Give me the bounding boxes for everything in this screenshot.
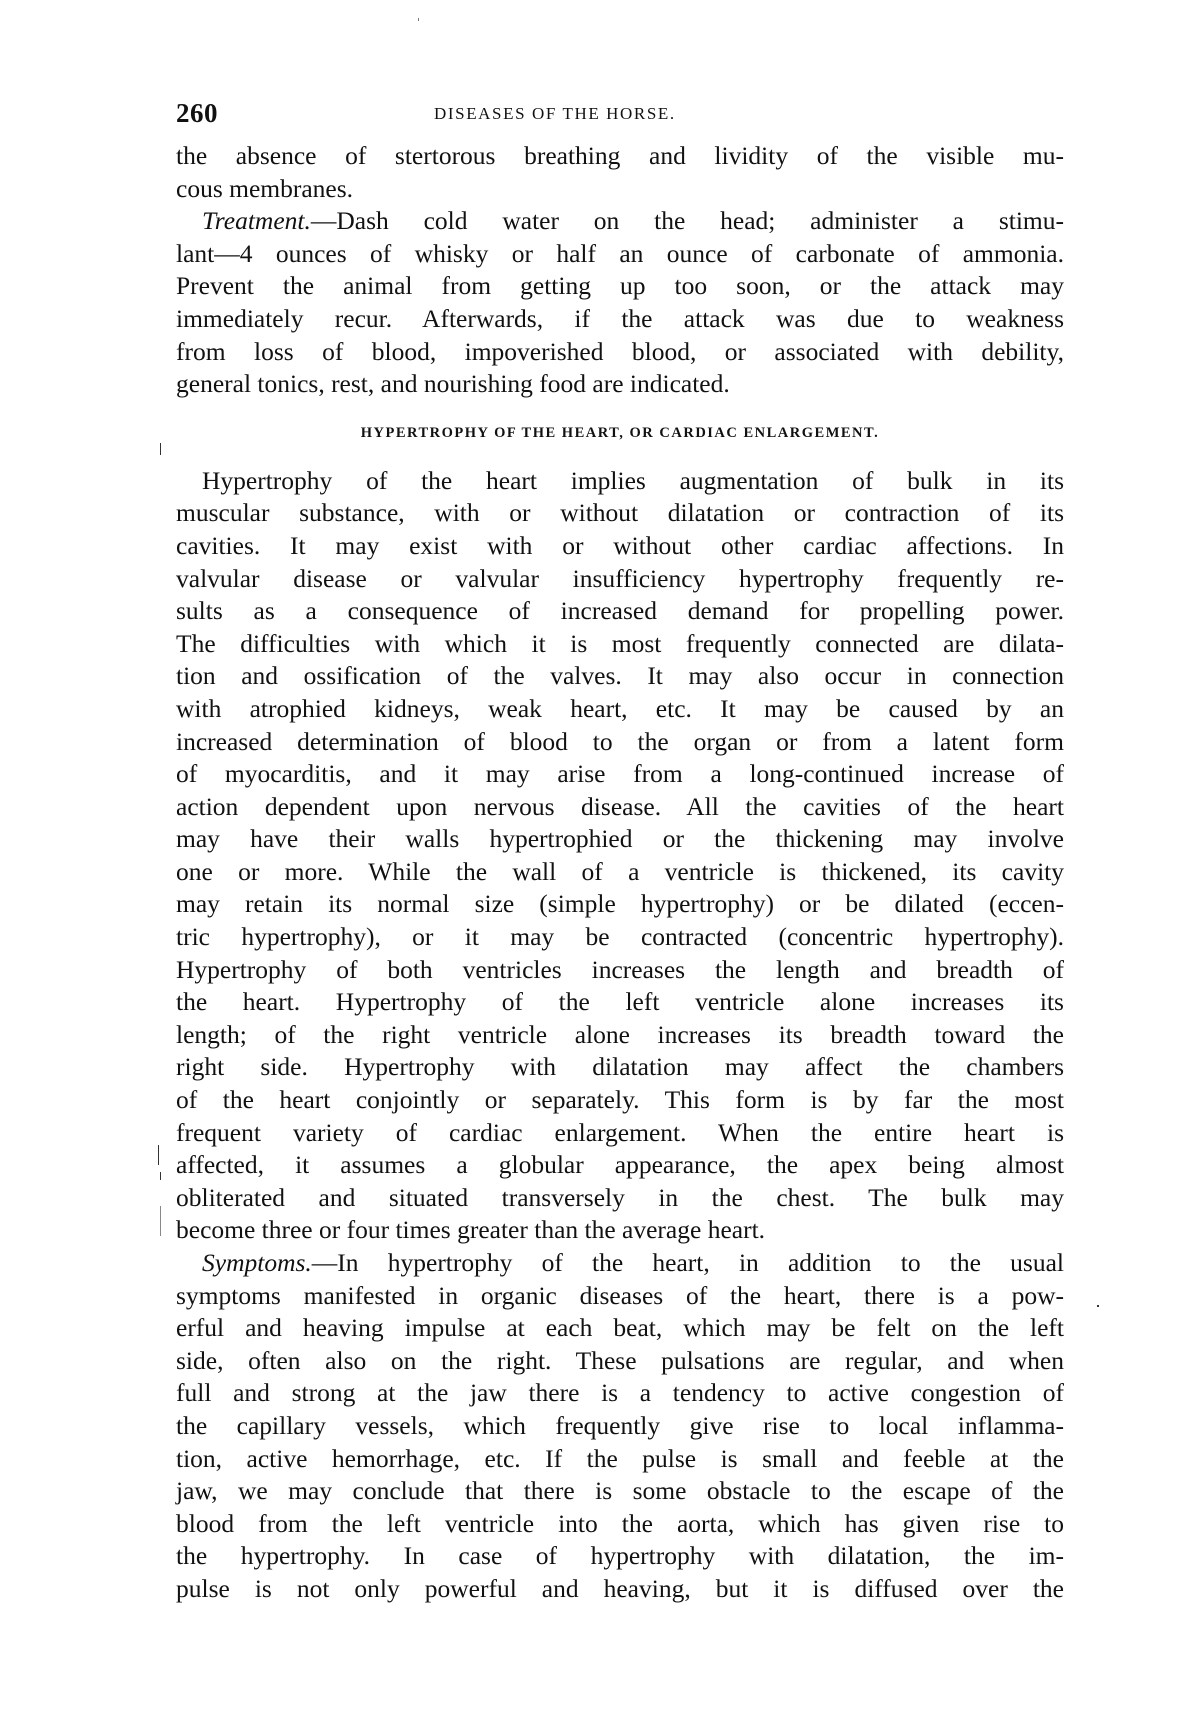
text-line: may retain its normal size (simple hypertrophy) or be dilated (eccen- xyxy=(176,889,1064,919)
text-line xyxy=(176,1247,1064,1280)
text-line: affected, it assumes a globular appearance, the apex being almost xyxy=(176,1150,1064,1180)
text-line: tion, active hemorrhage, etc. If the pulse is small and feeble at the xyxy=(176,1443,1064,1473)
text-line: from loss of blood, impoverished blood, or associated with debility, xyxy=(176,336,1064,366)
text-line: symptoms manifested in organic diseases of the heart, there is a pow- xyxy=(176,1280,1064,1310)
paragraph-treatment xyxy=(176,205,1064,401)
scan-speck xyxy=(1097,1305,1099,1307)
scan-speck xyxy=(160,443,161,455)
page-number: 260 xyxy=(176,98,218,128)
text-line: cavities. It may exist with or without other cardiac affections. In xyxy=(176,530,1064,560)
text-line: the heart. Hypertrophy of the left ventricle alone increases its xyxy=(176,987,1064,1017)
text-line: blood from the left ventricle into the aorta, which has given rise to xyxy=(176,1508,1064,1538)
section-heading: HYPERTROPHY OF THE HEART, OR CARDIAC ENLARGEMENT. xyxy=(360,424,880,441)
text-line: valvular disease or valvular insufficiency hypertrophy frequently re- xyxy=(176,563,1064,593)
text-line: Hypertrophy of both ventricles increases the length and breadth of xyxy=(176,954,1064,984)
scan-speck xyxy=(418,18,419,21)
text-line: Hypertrophy of the heart implies augmentation of bulk in its xyxy=(202,465,1064,495)
text-line: Prevent the animal from getting up too soon, or the attack may xyxy=(176,271,1064,301)
text-line: action dependent upon nervous disease. All the cavities of the heart xyxy=(176,791,1064,821)
text-line: increased determination of blood to the organ or from a latent form xyxy=(176,726,1064,756)
text-line: general tonics, rest, and nourishing food are indicated. xyxy=(176,369,730,399)
text-line: lant—4 ounces of whisky or half an ounce of carbonate of ammonia. xyxy=(176,238,1064,268)
text-line: pulse is not only powerful and heaving, but it is diffused over the xyxy=(176,1573,1064,1603)
text-line: of the heart conjointly or separately. This form is by far the most xyxy=(176,1085,1064,1115)
text-line: length; of the right ventricle alone increases its breadth toward the xyxy=(176,1019,1064,1049)
text-line: the hypertrophy. In case of hypertrophy with dilatation, the im- xyxy=(176,1541,1064,1571)
text-line: full and strong at the jaw there is a tendency to active congestion of xyxy=(176,1378,1064,1408)
text-line: tion and ossification of the valves. It may also occur in connection xyxy=(176,661,1064,691)
text-line: frequent variety of cardiac enlargement. When the entire heart is xyxy=(176,1117,1064,1147)
text-line: sults as a consequence of increased demand for propelling power. xyxy=(176,596,1064,626)
text-line xyxy=(176,205,1064,238)
text-fragment: —In hypertrophy of the heart, in addition to the usual xyxy=(311,1248,1064,1277)
text-line: side, often also on the right. These pulsations are regular, and when xyxy=(176,1345,1064,1375)
paragraph-continuation xyxy=(176,140,1064,205)
scan-speck xyxy=(158,1145,159,1165)
scan-speck xyxy=(160,1206,161,1236)
run-in-heading-symptoms: Symptoms. xyxy=(202,1248,312,1277)
text-line: obliterated and situated transversely in the chest. The bulk may xyxy=(176,1182,1064,1212)
text-line: The difficulties with which it is most frequently connected are dilata- xyxy=(176,628,1064,658)
text-fragment: —Dash cold water on the head; administer a stimu- xyxy=(310,206,1064,236)
text-line: immediately recur. Afterwards, if the attack was due to weakness xyxy=(176,303,1064,333)
paragraph-hypertrophy xyxy=(176,465,1064,1247)
text-line: right side. Hypertrophy with dilatation may affect the chambers xyxy=(176,1052,1064,1082)
text-line: of myocarditis, and it may arise from a long-continued increase of xyxy=(176,759,1064,789)
run-in-heading-treatment: Treatment. xyxy=(202,206,311,236)
text-line: become three or four times greater than the average heart. xyxy=(176,1215,766,1245)
running-head xyxy=(176,98,1064,134)
text-line: muscular substance, with or without dilatation or contraction of its xyxy=(176,498,1064,528)
text-line: with atrophied kidneys, weak heart, etc. It may be caused by an xyxy=(176,693,1064,723)
text-line: erful and heaving impulse at each beat, which may be felt on the left xyxy=(176,1313,1064,1343)
text-line: one or more. While the wall of a ventricle is thickened, its cavity xyxy=(176,856,1064,886)
text-line: the absence of stertorous breathing and lividity of the visible mu- xyxy=(176,141,1064,170)
text-line: tric hypertrophy), or it may be contracted (concentric hypertrophy). xyxy=(176,922,1064,952)
text-line: cous membranes. xyxy=(176,173,354,203)
text-line: the capillary vessels, which frequently give rise to local inflamma- xyxy=(176,1410,1064,1440)
scan-speck xyxy=(160,1172,161,1180)
paragraph-symptoms xyxy=(176,1247,1064,1606)
body-text xyxy=(176,140,1064,1606)
text-line: jaw, we may conclude that there is some obstacle to the escape of the xyxy=(176,1476,1064,1506)
running-title: DISEASES OF THE HORSE. xyxy=(434,104,676,123)
text-line: may have their walls hypertrophied or the thickening may involve xyxy=(176,824,1064,854)
